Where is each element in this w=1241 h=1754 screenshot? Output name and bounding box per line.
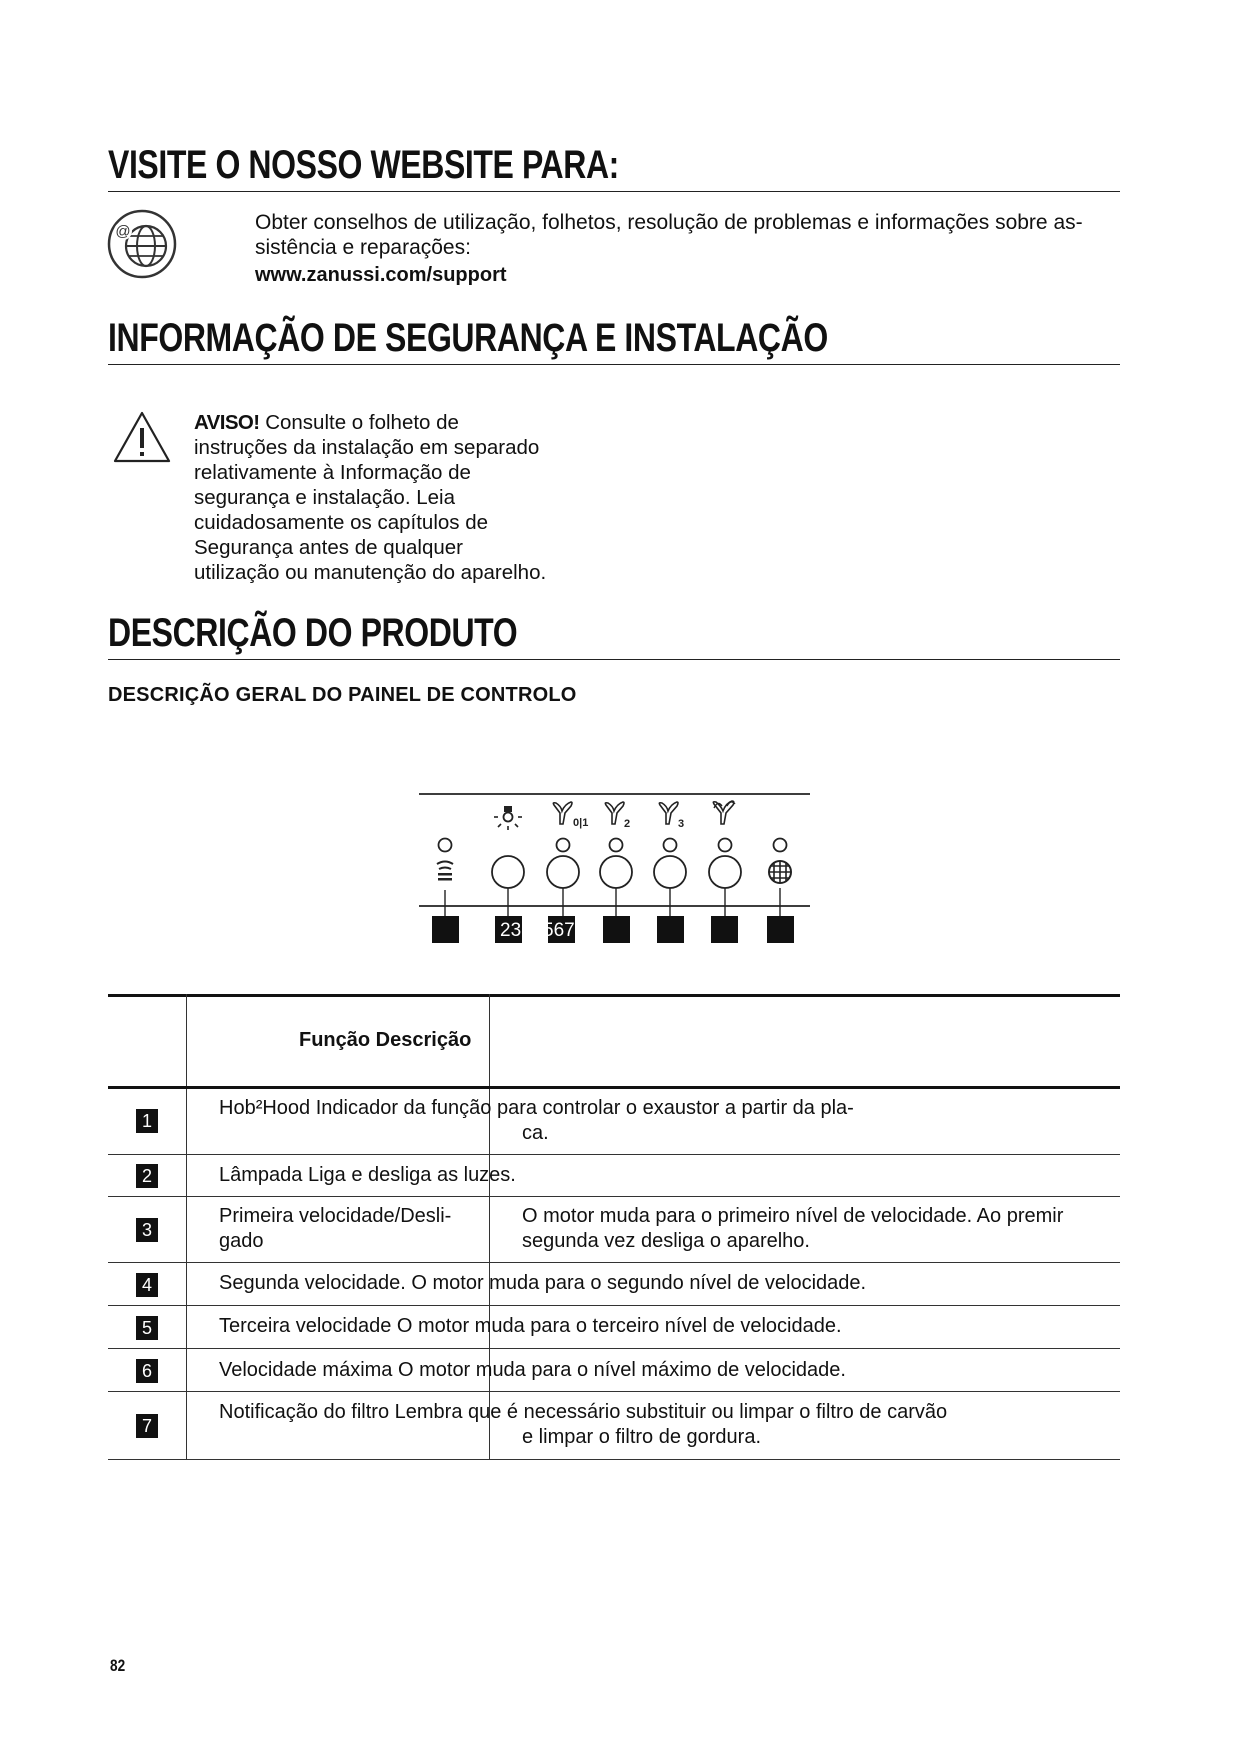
row-4-rule bbox=[108, 1305, 1120, 1306]
row-7-right-1: e limpar o filtro de gordura. bbox=[522, 1426, 762, 1448]
callout-overlay-a: 23 bbox=[500, 920, 522, 941]
row-number: 5 bbox=[136, 1316, 158, 1340]
product-heading-rule bbox=[108, 659, 1120, 660]
speed-1-button[interactable] bbox=[547, 856, 579, 888]
warning-line-7: utilização ou manutenção do aparelho. bbox=[194, 561, 547, 584]
row-5-left-1: Terceira velocidade O motor muda para o terceiro nível de velocidade. bbox=[219, 1315, 842, 1337]
row-number: 3 bbox=[136, 1218, 158, 1242]
warning-line-3: relativamente à Informação de bbox=[194, 461, 471, 484]
table-header: Função Descrição bbox=[299, 1029, 472, 1051]
row-4-left-1: Segunda velocidade. O motor muda para o segundo nível de velocidade. bbox=[219, 1272, 867, 1294]
callout-box-4 bbox=[603, 916, 630, 943]
warning-line-5: cuidadosamente os capítulos de bbox=[194, 511, 489, 534]
website-heading: VISITE O NOSSO WEBSITE PARA: bbox=[108, 143, 619, 187]
callout-box-7 bbox=[767, 916, 794, 943]
svg-text:3: 3 bbox=[678, 818, 685, 830]
row-7-left-1: Notificação do filtro Lembra que é necessário substituir ou limpar o filtro de carvão bbox=[219, 1401, 948, 1423]
svg-text:0|1: 0|1 bbox=[573, 817, 589, 829]
svg-text:@: @ bbox=[115, 223, 131, 240]
callout-box-6 bbox=[711, 916, 738, 943]
lamp-button[interactable] bbox=[492, 856, 524, 888]
row-3-left-2: gado bbox=[219, 1230, 264, 1252]
row-3-right-1: O motor muda para o primeiro nível de velocidade. Ao premir bbox=[522, 1205, 1064, 1227]
warning-line-1: AVISO! Consulte o folheto de bbox=[194, 411, 459, 434]
row-3-left-1: Primeira velocidade/Desli- bbox=[219, 1205, 452, 1227]
safety-heading-rule bbox=[108, 364, 1120, 365]
row-number: 2 bbox=[136, 1164, 158, 1188]
table-header-rule bbox=[108, 1086, 1120, 1089]
row-number: 7 bbox=[136, 1414, 158, 1438]
row-number: 4 bbox=[136, 1273, 158, 1297]
svg-text:2: 2 bbox=[624, 818, 631, 830]
hob2hood-icon bbox=[437, 862, 453, 881]
page-number: 82 bbox=[110, 1656, 126, 1675]
filter-grid-icon bbox=[769, 861, 791, 883]
row-3-rule bbox=[108, 1262, 1120, 1263]
row-6-left-1: Velocidade máxima O motor muda para o nível máximo de velocidade. bbox=[219, 1359, 846, 1381]
row-2-left-1: Lâmpada Liga e desliga as luzes. bbox=[219, 1164, 516, 1186]
row-5-rule bbox=[108, 1348, 1120, 1349]
lamp-control bbox=[494, 806, 522, 830]
row-3-right-2: segunda vez desliga o aparelho. bbox=[522, 1230, 810, 1252]
website-text-line-1: Obter conselhos de utilização, folhetos, resolução de problemas e informações sobre as- bbox=[255, 211, 1083, 234]
row-1-left-1: Hob²Hood Indicador da função para controlar o exaustor a partir da pla- bbox=[219, 1097, 854, 1119]
fan-speed-2-icon bbox=[605, 802, 630, 830]
website-heading-rule bbox=[108, 191, 1120, 192]
website-text-line-2: sistência e reparações: bbox=[255, 236, 471, 259]
speed-2-button[interactable] bbox=[600, 856, 632, 888]
row-number: 1 bbox=[136, 1109, 158, 1133]
row-1-rule bbox=[108, 1154, 1120, 1155]
row-number: 6 bbox=[136, 1359, 158, 1383]
fan-speed-3-icon bbox=[659, 802, 684, 830]
row-2-rule bbox=[108, 1196, 1120, 1197]
control-panel-diagram bbox=[400, 780, 830, 950]
callout-overlay-b: 567 bbox=[543, 920, 575, 941]
warning-line-6: Segurança antes de qualquer bbox=[194, 536, 463, 559]
warning-triangle-icon bbox=[112, 410, 172, 464]
speed-max-button[interactable] bbox=[709, 856, 741, 888]
product-heading: DESCRIÇÃO DO PRODUTO bbox=[108, 611, 518, 655]
speed-3-button[interactable] bbox=[654, 856, 686, 888]
fan-max-icon bbox=[713, 801, 735, 824]
row-6-rule bbox=[108, 1391, 1120, 1392]
fan-speed-0-1-icon bbox=[553, 802, 588, 829]
hob2hood-indicator bbox=[437, 839, 453, 881]
warning-block bbox=[194, 410, 574, 585]
lamp-icon bbox=[494, 806, 522, 830]
table-bottom-rule bbox=[108, 1459, 1120, 1460]
control-panel-subheading: DESCRIÇÃO GERAL DO PAINEL DE CONTROLO bbox=[108, 684, 577, 706]
table-top-rule bbox=[108, 994, 1120, 997]
callout-box-1 bbox=[432, 916, 459, 943]
warning-line-2: instruções da instalação em separado bbox=[194, 436, 540, 459]
warning-line-4: segurança e instalação. Leia bbox=[194, 486, 455, 509]
row-1-right-1: ca. bbox=[522, 1122, 549, 1144]
safety-heading: INFORMAÇÃO DE SEGURANÇA E INSTALAÇÃO bbox=[108, 316, 828, 360]
support-link[interactable]: www.zanussi.com/support bbox=[255, 264, 507, 286]
warning-label: AVISO! bbox=[194, 411, 260, 434]
callout-box-5 bbox=[657, 916, 684, 943]
globe-at-icon bbox=[106, 208, 178, 280]
